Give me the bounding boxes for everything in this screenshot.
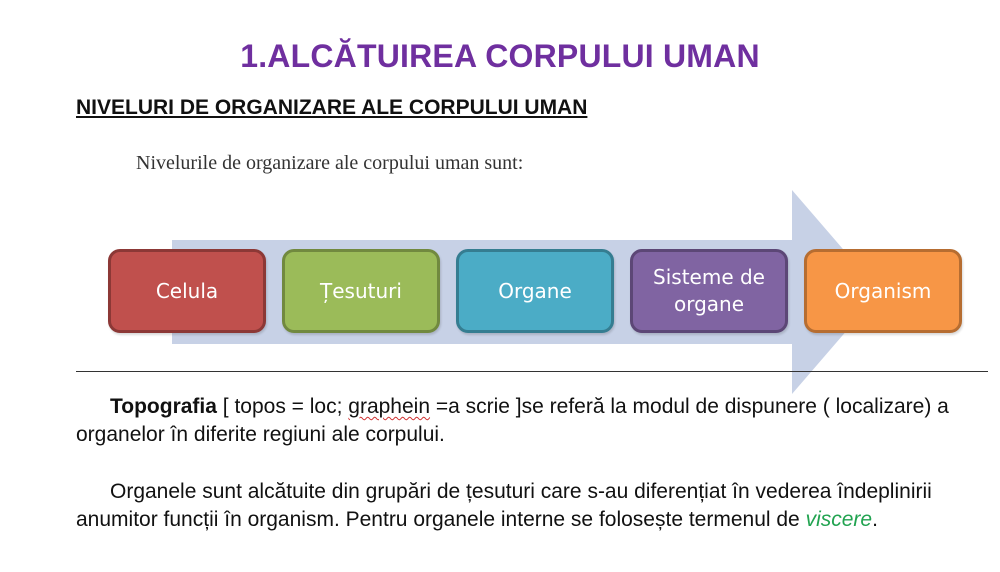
level-box-3 bbox=[456, 249, 614, 333]
level-label: Țesuturi bbox=[320, 278, 402, 303]
page-title: 1.ALCĂTUIREA CORPULUI UMAN bbox=[240, 38, 760, 74]
level-label: Celula bbox=[155, 278, 219, 303]
intro-text: Nivelurile de organizare ale corpului uman sunt: bbox=[136, 152, 524, 174]
organe-text: Organele sunt alcătuite din grupări de țesuturi care s-au diferențiat în vederea îndeplinirii anumitor funcții în organism. Pentru organele interne se folosește termenul de bbox=[76, 480, 932, 531]
level-box-2 bbox=[282, 249, 440, 333]
section-heading: NIVELURI DE ORGANIZARE ALE CORPULUI UMAN bbox=[76, 96, 588, 119]
viscere-term: viscere bbox=[805, 508, 873, 531]
level-label: Organe bbox=[498, 278, 572, 303]
divider bbox=[76, 371, 988, 372]
period: . bbox=[872, 508, 878, 531]
level-label: Sisteme de organe bbox=[653, 265, 765, 316]
organe-paragraph bbox=[76, 478, 956, 534]
topografia-paragraph bbox=[76, 393, 956, 449]
term-topografia: Topografia bbox=[110, 395, 217, 418]
level-box-1 bbox=[108, 249, 266, 333]
spellcheck-word: graphein bbox=[348, 395, 431, 418]
level-label: Organism bbox=[834, 278, 932, 303]
etymology-text-2: =a scrie ]se referă la modul de dispunere ( localizare) a organelor în diferite regiuni ale corpului. bbox=[76, 395, 949, 446]
level-box-4 bbox=[630, 249, 788, 333]
etymology-text-1: [ topos = loc; bbox=[216, 395, 349, 418]
level-box-5 bbox=[804, 249, 962, 333]
